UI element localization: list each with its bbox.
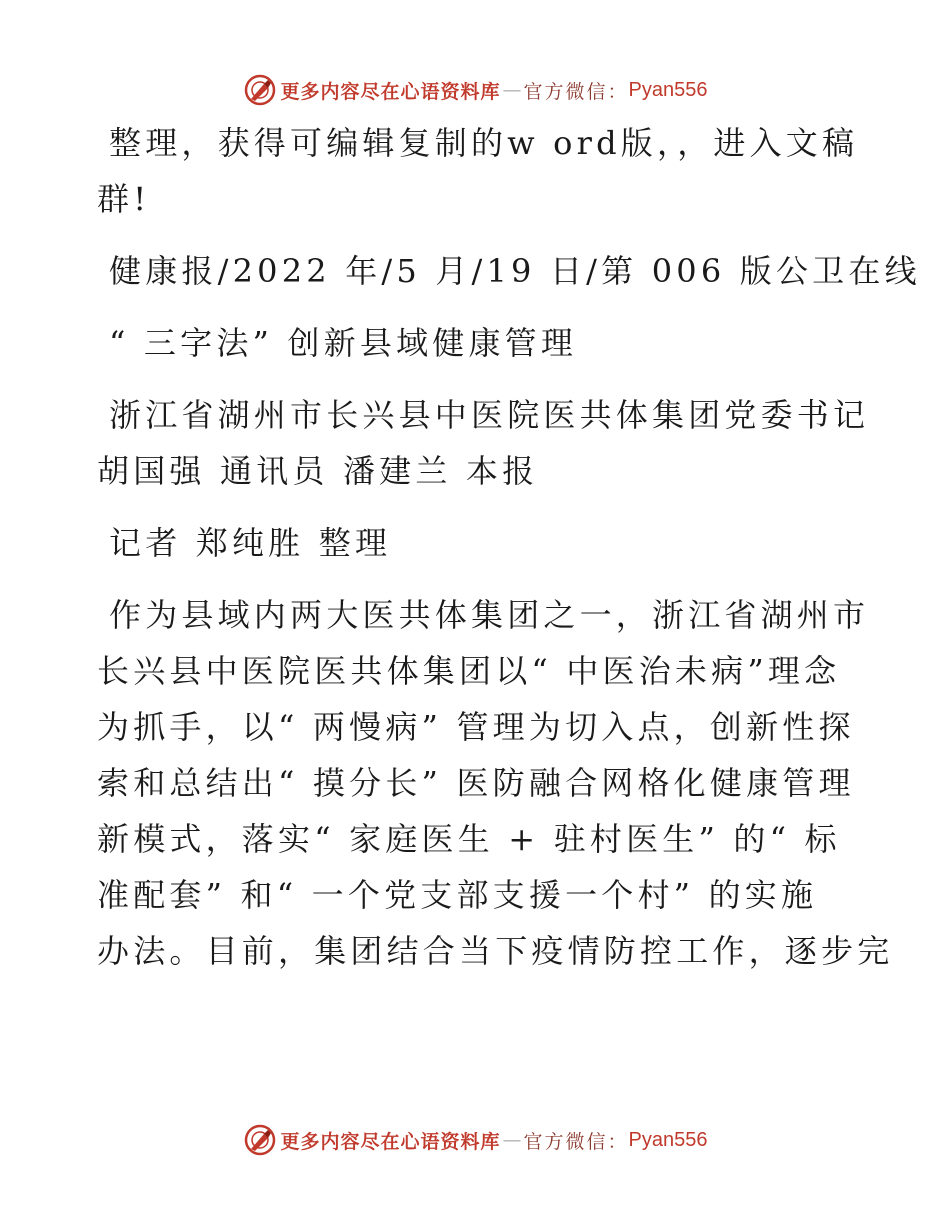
paragraph-source	[97, 243, 921, 299]
text-line: 群!	[97, 180, 151, 218]
paragraph-main	[97, 587, 894, 979]
paragraph-authors	[97, 387, 870, 499]
banner-separator: —	[502, 79, 522, 101]
banner-text: 更多内容尽在心语资料库	[280, 1130, 501, 1153]
banner-separator: —	[502, 1129, 522, 1151]
banner-wechat-id: Pyan556	[628, 1128, 708, 1151]
text-line: 新模式，落实“ 家庭医生 + 驻村医生” 的“ 标	[97, 820, 841, 858]
banner-official-label: 官方微信：	[523, 80, 629, 103]
article-title	[97, 315, 857, 371]
text-line: “ 三字法” 创新县域健康管理	[109, 324, 578, 362]
text-line: 整理，获得可编辑复制的w ord版，，进入文稿	[109, 124, 859, 162]
paragraph-reporter	[97, 515, 857, 571]
text-line: 准配套” 和“ 一个党支部支援一个村” 的实施	[97, 876, 818, 914]
footer-watermark-banner	[0, 1120, 950, 1160]
pen-nib-logo-icon	[243, 1123, 277, 1157]
banner-wechat-id: Pyan556	[628, 78, 708, 101]
text-line: 为抓手，以“ 两慢病” 管理为切入点，创新性探	[97, 708, 855, 746]
text-line: 办法。目前，集团结合当下疫情防控工作，逐步完	[97, 932, 894, 970]
text-line: 索和总结出“ 摸分长” 医防融合网格化健康管理	[97, 764, 855, 802]
paragraph-intro	[97, 115, 857, 227]
text-line: 健康报/2022 年/5 月/19 日/第 006 版公卫在线	[109, 252, 921, 290]
text-line: 胡国强 通讯员 潘建兰 本报	[97, 452, 539, 490]
document-body	[97, 115, 921, 995]
banner-text: 更多内容尽在心语资料库	[280, 80, 501, 103]
text-line: 作为县域内两大医共体集团之一，浙江省湖州市	[109, 596, 870, 634]
text-line: 记者 郑纯胜 整理	[109, 524, 392, 562]
banner-official-label: 官方微信：	[523, 1130, 629, 1153]
pen-nib-logo-icon	[243, 73, 277, 107]
text-line: 长兴县中医院医共体集团以“ 中医治未病”理念	[97, 652, 841, 690]
header-watermark-banner	[0, 70, 950, 110]
text-line: 浙江省湖州市长兴县中医院医共体集团党委书记	[109, 396, 870, 434]
